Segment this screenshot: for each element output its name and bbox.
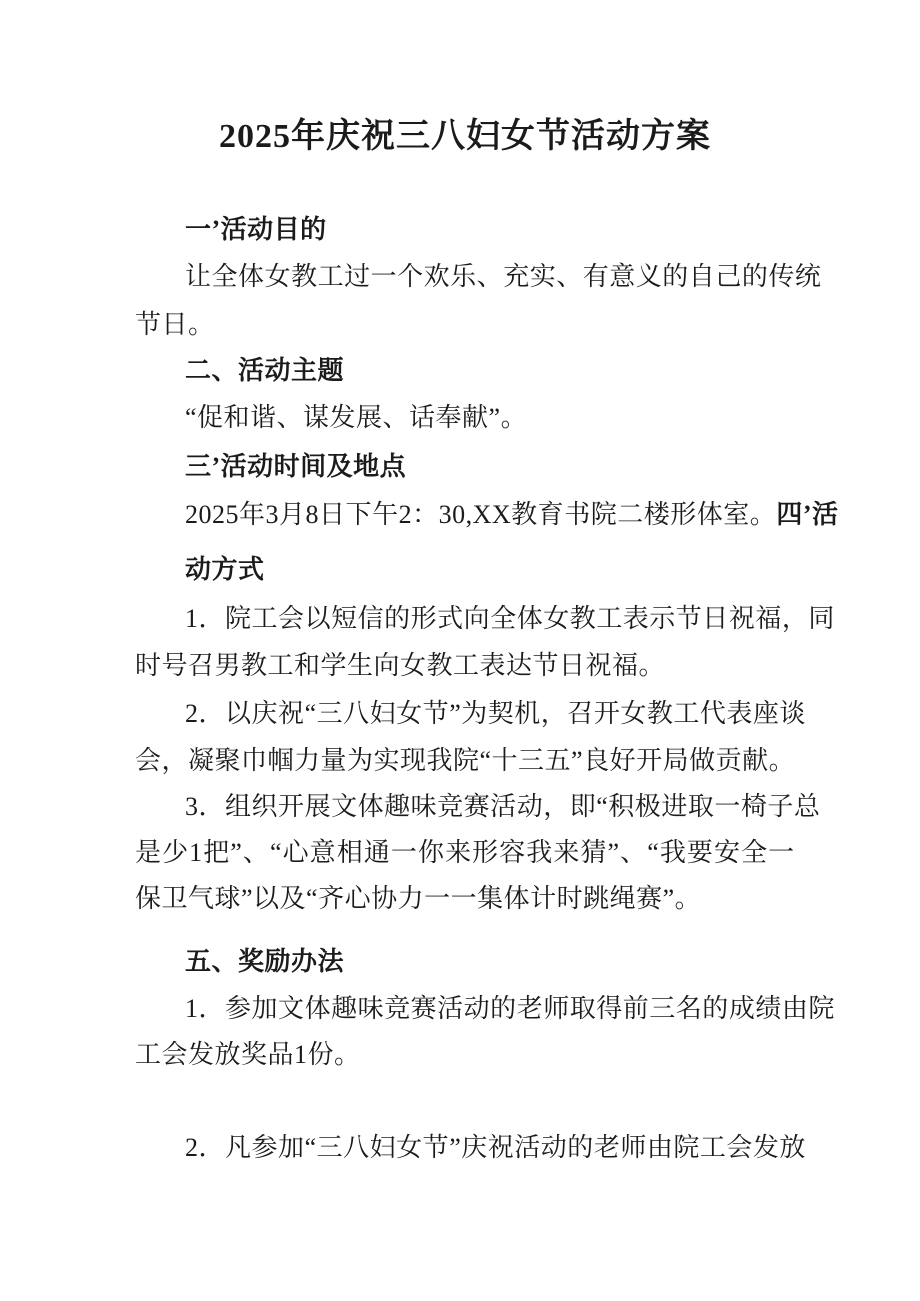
body-line: 是 少 1 把 ” 、 “ 心 意 相 通 一 你 来 形 容 我 来 猜 ” 、 “ 我 要 安 全 一 xyxy=(135,838,795,867)
body-line: 1 ． 院 工 会 以 短 信 的 形 式 向 全 体 女 教 工 表 示 节 日 祝 福 ， 同 xyxy=(185,604,835,633)
body-line: 2 ． 凡 参 加 “ 三 八 妇 女 节 ” 庆 祝 活 动 的 老 师 由 院 工 会 发 放 xyxy=(185,1133,806,1162)
heading-section-4-continuation: 动方式 xyxy=(185,555,265,584)
body-line: 3 ． 组 织 开 展 文 体 趣 味 竞 赛 活 动 ， 即 “ 积 极 进 取 一 椅 子 总 xyxy=(185,792,821,821)
heading-section-5: 五、奖励办法 xyxy=(185,947,345,976)
body-line: 2025 年 3 月 8 日 下 午 2 ： 30,XX 教 育 书 院 二 楼 形 体 室 。 四 ’ 活 xyxy=(185,500,839,529)
body-line: 保卫气球”以及“齐心协力一一集体计时跳绳赛”。 xyxy=(135,884,702,913)
body-line: 1 ． 参 加 文 体 趣 味 竞 赛 活 动 的 老 师 取 得 前 三 名 的 成 绩 由 院 xyxy=(185,994,835,1023)
body-line: 2 ． 以 庆 祝 “ 三 八 妇 女 节 ” 为 契 机 ， 召 开 女 教 工 代 表 座 谈 xyxy=(185,699,806,728)
body-line: 节日。 xyxy=(135,310,215,339)
body-line: “促和谐、谋发展、话奉献”。 xyxy=(185,403,528,432)
document-title: 2025年庆祝三八妇女节活动方案 xyxy=(219,118,711,155)
heading-section-2: 二、活动主题 xyxy=(185,356,345,385)
body-line: 会，凝聚巾帼力量为实现我院“十三五”良好开局做贡献。 xyxy=(135,746,796,775)
heading-section-3: 三’活动时间及地点 xyxy=(185,452,407,481)
body-line: 工会发放奖品1份。 xyxy=(135,1040,361,1069)
heading-section-1: 一’活动目的 xyxy=(185,215,327,244)
body-line: 让 全 体 女 教 工 过 一 个 欢 乐 、 充 实 、 有 意 义 的 自 己 的 传 统 xyxy=(185,262,822,291)
body-line: 时号召男教工和学生向女教工表达节日祝福。 xyxy=(135,651,666,680)
